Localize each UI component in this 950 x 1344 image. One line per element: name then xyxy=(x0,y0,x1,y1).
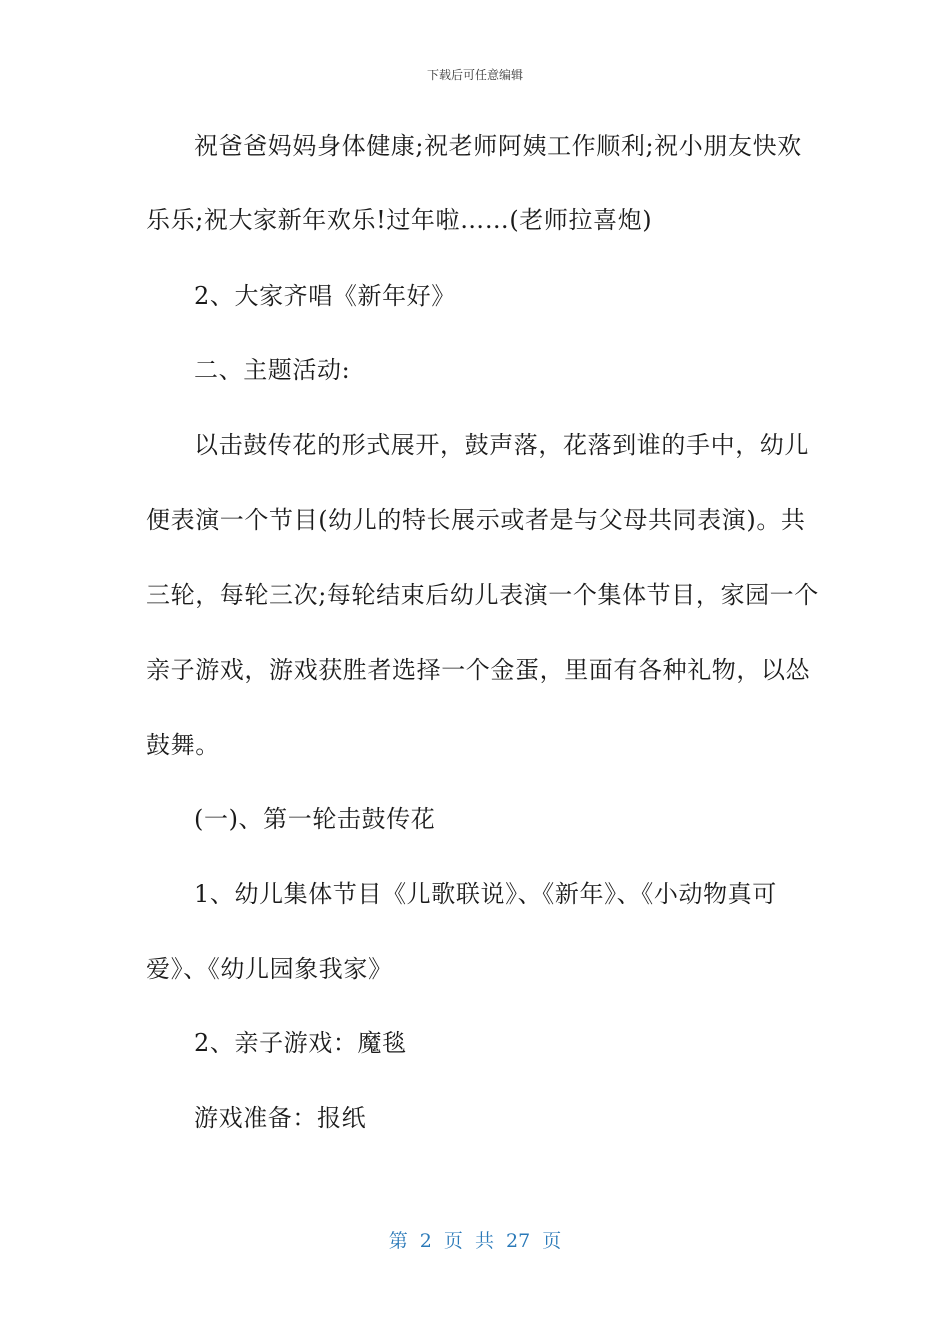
paragraph-line: 亲子游戏，游戏获胜者选择一个金蛋，里面有各种礼物，以怂 xyxy=(146,656,811,684)
paragraph-line: 游戏准备：报纸 xyxy=(194,1104,367,1132)
subsection-heading: (一)、第一轮击鼓传花 xyxy=(194,805,436,833)
page-header: 下载后可任意编辑 xyxy=(426,68,523,82)
paragraph-line: 祝爸爸妈妈身体健康;祝老师阿姨工作顺利;祝小朋友快欢 xyxy=(194,132,802,160)
paragraph-line: 1、幼儿集体节目《儿歌联说》、《新年》、《小动物真可 xyxy=(194,880,777,908)
paragraph-line: 2、亲子游戏：魔毯 xyxy=(194,1029,407,1057)
paragraph-line: 乐乐;祝大家新年欢乐!过年啦……(老师拉喜炮) xyxy=(146,206,653,234)
paragraph-line: 爱》、《幼儿园象我家》 xyxy=(146,955,393,983)
paragraph-line: 便表演一个节目(幼儿的特长展示或者是与父母共同表演)。共 xyxy=(146,506,806,534)
paragraph-line: 三轮，每轮三次;每轮结束后幼儿表演一个集体节目，家园一个 xyxy=(146,581,819,609)
paragraph-line: 鼓舞。 xyxy=(146,731,220,759)
paragraph-line: 2、大家齐唱《新年好》 xyxy=(194,282,456,310)
paragraph-line: 以击鼓传花的形式展开，鼓声落，花落到谁的手中，幼儿 xyxy=(194,431,809,459)
section-heading: 二、主题活动: xyxy=(194,356,351,384)
page-number-footer: 第 2 页 共 27 页 xyxy=(388,1230,562,1252)
